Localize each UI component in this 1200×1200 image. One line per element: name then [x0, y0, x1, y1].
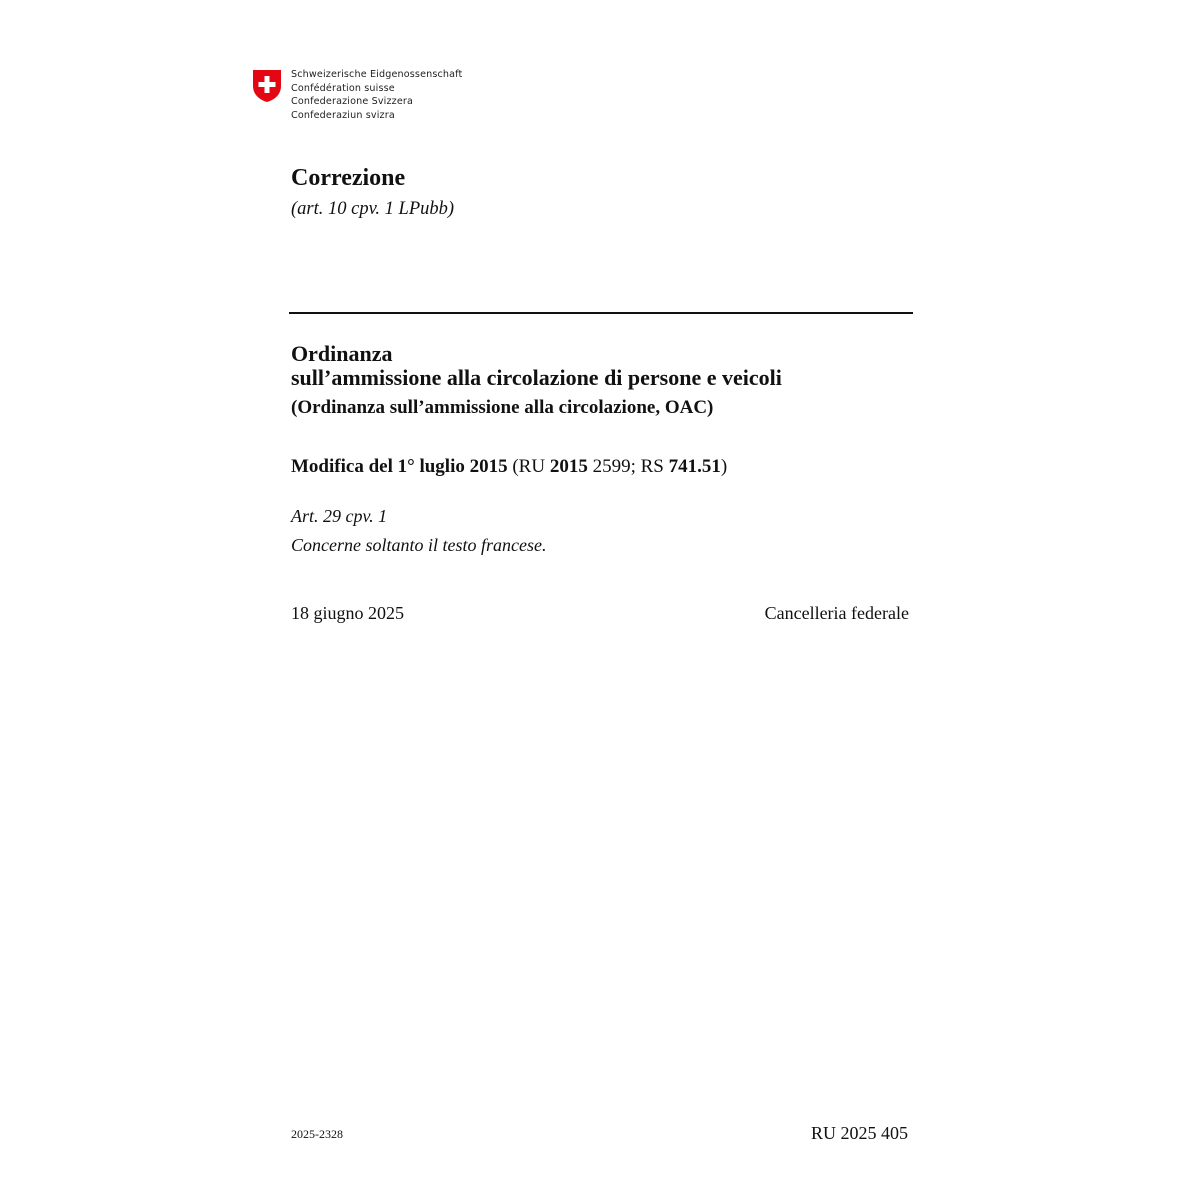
confederation-name-de: Schweizerische Eidgenossenschaft — [291, 69, 463, 80]
header-logo — [252, 68, 462, 122]
ordinance-title-line2: sull’ammissione alla circolazione di persone e veicoli — [291, 365, 782, 390]
amendment-line — [291, 456, 727, 478]
confederation-names — [291, 68, 462, 122]
ordinance-title — [291, 342, 782, 390]
section-divider — [289, 312, 913, 314]
footer-official-reference: RU 2025 405 — [810, 1123, 908, 1143]
amendment-ru-year: 2015 — [549, 456, 588, 477]
article-note: Concerne soltanto il testo francese. — [291, 535, 547, 555]
confederation-name-it: Confederazione Svizzera — [291, 96, 414, 108]
footer-document-number: 2025-2328 — [291, 1127, 343, 1141]
article-reference: Art. 29 cpv. 1 — [291, 506, 388, 526]
swiss-cross-shield-icon — [252, 69, 282, 103]
amendment-close: ) — [720, 456, 728, 477]
amendment-ru-page: 2599; RS — [587, 456, 669, 477]
amendment-label: Modifica del 1° luglio 2015 — [291, 456, 508, 477]
ordinance-title-line1: Ordinanza — [291, 341, 393, 366]
correction-title: Correzione — [291, 165, 406, 191]
signature-authority: Cancelleria federale — [764, 603, 909, 623]
ordinance-short-title: (Ordinanza sull’ammissione alla circolazione, OAC) — [291, 397, 714, 418]
amendment-ru-open: (RU — [507, 456, 550, 477]
amendment-rs-number: 741.51 — [668, 456, 721, 477]
signature-date: 18 giugno 2025 — [291, 603, 405, 623]
confederation-name-rm: Confederaziun svizra — [291, 109, 395, 121]
correction-legal-basis: (art. 10 cpv. 1 LPubb) — [291, 199, 455, 219]
confederation-name-fr: Confédération suisse — [291, 82, 395, 94]
